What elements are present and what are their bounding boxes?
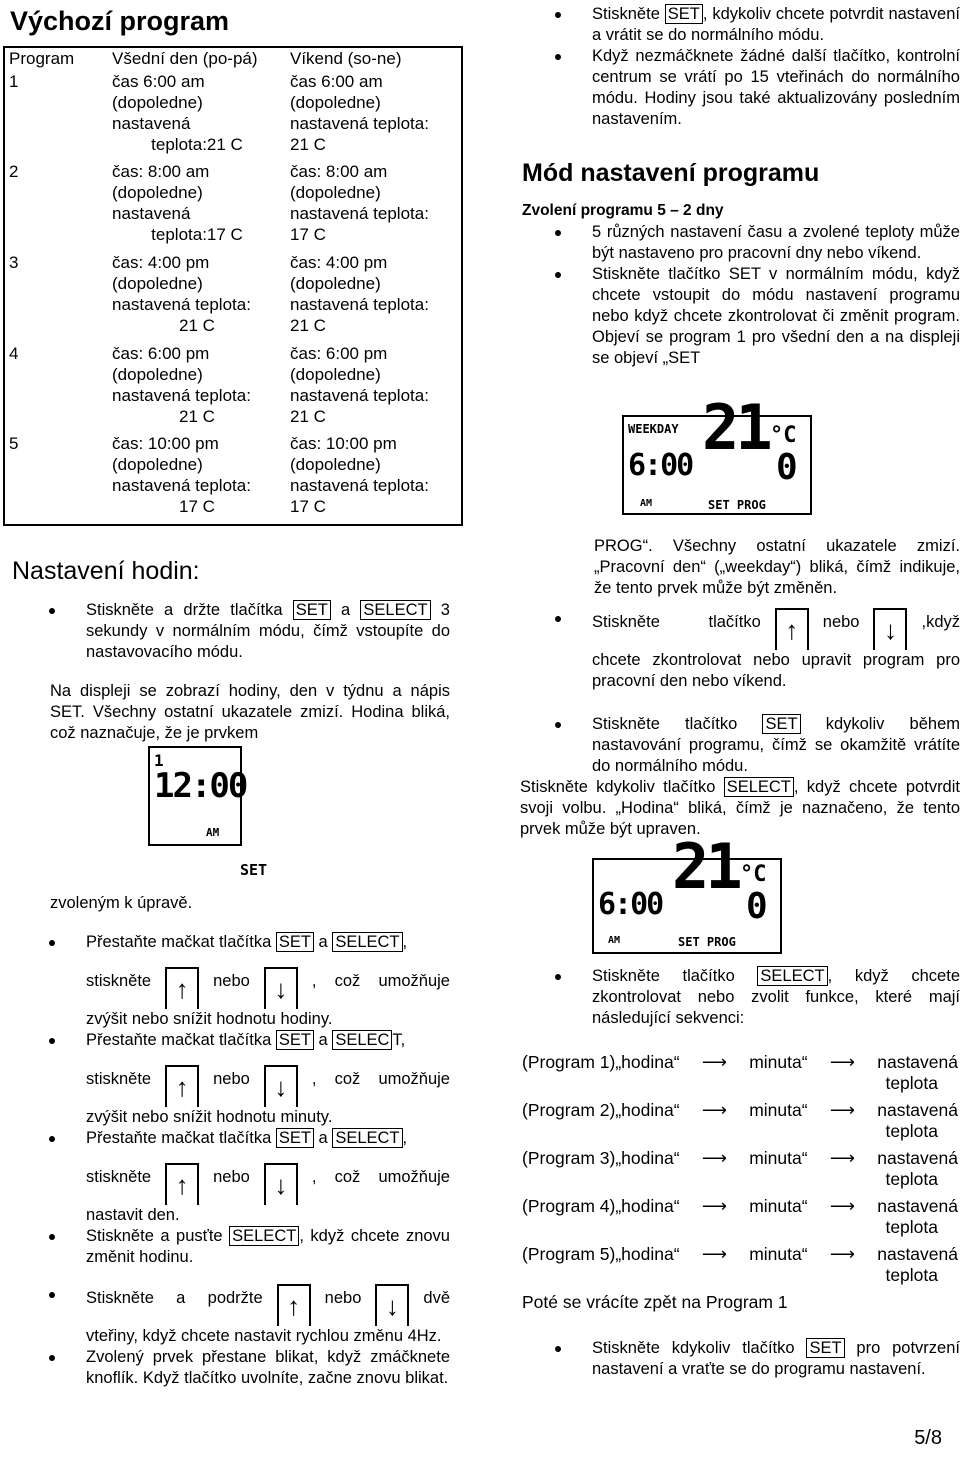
up-arrow-icon: ↑	[165, 1065, 199, 1107]
sequence-row: (Program 5)„hodina“ ⟶ minuta“ ⟶ nastavená teplota	[522, 1244, 958, 1285]
paragraph: PROG“. Všechny ostatní ukazatele zmizí. „Pracovní den“ („weekday“) bliká, čímž indikuje, že tento prvek může být změněn.	[594, 537, 960, 597]
up-arrow-icon: ↑	[277, 1284, 311, 1326]
table-cell: čas: 6:00 pm (dopoledne) nastavená teplota: 21 C	[112, 343, 251, 426]
arrow-right-icon: ⟶	[829, 1100, 855, 1120]
down-arrow-icon: ↓	[873, 608, 907, 650]
table-cell: čas: 4:00 pm (dopoledne) nastavená teplota: 21 C	[112, 252, 251, 335]
list-item: Stiskněte tlačítko SET kdykoliv během nastavování programu, čímž se okamžitě vrátíte do normálního módu.	[520, 714, 960, 777]
right-middle-list	[520, 608, 960, 840]
table-header-row	[4, 47, 462, 71]
table-cell: čas 6:00 am (dopoledne) nastavená teplota: 21 C	[290, 71, 429, 154]
right-bottom-list	[520, 1338, 960, 1380]
list-item: Stiskněte tlačítko SET v normálním módu, když chcete vstoupit do módu nastavení programu nebo když chcete zkontrolovat či změnit program. Objeví se program 1 pro všední den a na displeji se objeví „SET	[520, 264, 960, 369]
section-heading: Mód nastavení programu	[522, 159, 820, 187]
down-arrow-icon: ↓	[264, 1163, 298, 1205]
list-item: Stiskněte tlačítko SELECT , když chcete zkontrolovat nebo zvolit funkce, které mají následující sekvenci:	[520, 966, 960, 1029]
table-cell: čas: 10:00 pm (dopoledne) nastavená teplota: 17 C	[112, 434, 251, 517]
table-cell: 1	[9, 71, 19, 91]
down-arrow-icon: ↓	[375, 1284, 409, 1326]
table-header: Víkend (so-ne)	[290, 49, 402, 68]
list-item: Stiskněte tlačítko ↑ nebo ↓ ,když chcete zkontrolovat nebo upravit program pro pracovní den nebo víkend.	[520, 608, 960, 692]
arrow-right-icon: ⟶	[701, 1244, 727, 1264]
list-item: Stiskněte a pusťte SELECT , když chcete znovu změnit hodinu.	[14, 1226, 450, 1268]
paragraph-end: zvoleným k úpravě.	[50, 894, 193, 912]
default-program-table	[3, 46, 463, 526]
table-header: Program	[9, 49, 75, 68]
list-item: Přestaňte mačkat tlačítka SET a SELECT , stiskněte ↑ nebo ↓ , což umožňuje nastavit den.	[14, 1128, 450, 1226]
clock-instructions	[14, 600, 450, 744]
table-cell: čas: 8:00 am (dopoledne) nastavená teplota:17 C	[112, 162, 243, 245]
right-top-list	[520, 4, 960, 130]
up-arrow-icon: ↑	[165, 967, 199, 1009]
paragraph: Na displeji se zobrazí hodiny, den v týdnu a nápis SET. Všechny ostatní ukazatele zmizí. Hodina bliká, což naznačuje, že je prvkem	[50, 682, 450, 742]
arrow-right-icon: ⟶	[701, 1100, 727, 1120]
list-item: Stiskněte a držte tlačítka SET a SELECT 3 sekundy v normálním módu, čímž vstoupíte do nastavovacího módu.	[14, 600, 450, 663]
lcd-clock-display: 1 12:00 AM	[148, 746, 242, 846]
list-item: 5 různých nastavení času a zvolené teploty může být nastaveno pro pracovní dny nebo víkend.	[520, 222, 960, 264]
table-cell: čas: 4:00 pm (dopoledne) nastavená teplota: 21 C	[290, 252, 429, 335]
table-cell: čas 6:00 am (dopoledne) nastavená teplota:21 C	[112, 71, 243, 154]
list-item: Když nezmáčknete žádné další tlačítko, kontrolní centrum se vrátí po 15 vteřinách do normálního módu. Hodiny jsou také aktualizovány posledním nastavením.	[520, 46, 960, 130]
down-arrow-icon: ↓	[264, 1065, 298, 1107]
list-item: Přestaňte mačkat tlačítka SET a SELEC T, stiskněte ↑ nebo ↓ , což umožňuje zvýšit nebo snížit hodnotu minuty.	[14, 1030, 450, 1128]
down-arrow-icon: ↓	[264, 967, 298, 1009]
table-header: Všední den (po-pá)	[112, 49, 258, 68]
lcd-program-display: WEEKDAY 6:00 21 °C 0 AM SET PROG	[622, 415, 812, 515]
table-cell: 5	[9, 434, 19, 454]
sequence-row: (Program 4)„hodina“ ⟶ minuta“ ⟶ nastavená teplota	[522, 1196, 958, 1237]
table-cell: 3	[9, 252, 19, 272]
back-note: Poté se vrácíte zpět na Program 1	[522, 1292, 788, 1312]
lcd-program-display-2: 6:00 21 °C 0 AM SET PROG	[592, 858, 782, 954]
lcd-set-label: SET	[240, 861, 268, 879]
table-cell: čas: 8:00 am (dopoledne) nastavená teplota: 17 C	[290, 162, 429, 245]
subheading: Zvolení programu 5 – 2 dny	[522, 202, 724, 219]
table-row	[4, 71, 462, 162]
page-title: Výchozí program	[10, 6, 230, 36]
program-sequence	[522, 1052, 958, 1292]
table-cell: 2	[9, 162, 19, 182]
right-sequence-list	[520, 966, 960, 1029]
table-row	[4, 161, 462, 252]
arrow-right-icon: ⟶	[701, 1052, 727, 1072]
list-item: Stiskněte kdykoliv tlačítko SET pro potvrzení nastavení a vraťte se do programu nastavení.	[520, 1338, 960, 1380]
arrow-right-icon: ⟶	[829, 1196, 855, 1216]
table-cell: 4	[9, 343, 19, 363]
page-number: 5/8	[914, 1427, 942, 1449]
table-cell: čas: 10:00 pm (dopoledne) nastavená teplota: 17 C	[290, 434, 429, 517]
list-item: Zvolený prvek přestane blikat, když zmáčknete knoflík. Když tlačítko uvolníte, začne znovu blikat.	[14, 1347, 450, 1389]
up-arrow-icon: ↑	[775, 608, 809, 650]
sequence-row: (Program 2)„hodina“ ⟶ minuta“ ⟶ nastavená teplota	[522, 1100, 958, 1141]
sequence-row: (Program 3)„hodina“ ⟶ minuta“ ⟶ nastavená teplota	[522, 1148, 958, 1189]
table-row	[4, 343, 462, 434]
list-item: Stiskněte SET , kdykoliv chcete potvrdit nastavení a vrátit se do normálního módu.	[520, 4, 960, 46]
program-mode-list	[520, 222, 960, 369]
arrow-right-icon: ⟶	[829, 1052, 855, 1072]
table-row	[4, 252, 462, 343]
arrow-right-icon: ⟶	[829, 1148, 855, 1168]
arrow-right-icon: ⟶	[829, 1244, 855, 1264]
sequence-row: (Program 1)„hodina“ ⟶ minuta“ ⟶ nastavená teplota	[522, 1052, 958, 1093]
arrow-right-icon: ⟶	[701, 1148, 727, 1168]
table-row	[4, 433, 462, 525]
up-arrow-icon: ↑	[165, 1163, 199, 1205]
list-item: Přestaňte mačkat tlačítka SET a SELECT , stiskněte ↑ nebo ↓ , což umožňuje zvýšit nebo snížit hodnotu hodiny.	[14, 932, 450, 1030]
table-cell: čas: 6:00 pm (dopoledne) nastavená teplota: 21 C	[290, 343, 429, 426]
clock-steps	[14, 932, 450, 1389]
clock-heading: Nastavení hodin:	[12, 557, 200, 585]
arrow-right-icon: ⟶	[701, 1196, 727, 1216]
list-item: Stiskněte a podržte ↑ nebo ↓ dvě vteřiny, když chcete nastavit rychlou změnu 4Hz.	[14, 1284, 450, 1347]
paragraph: Stiskněte kdykoliv tlačítko SELECT , když chcete potvrdit svoji volbu. „Hodina“ bliká, čímž je naznačeno, že tento prvek může být upraven.	[520, 778, 960, 838]
